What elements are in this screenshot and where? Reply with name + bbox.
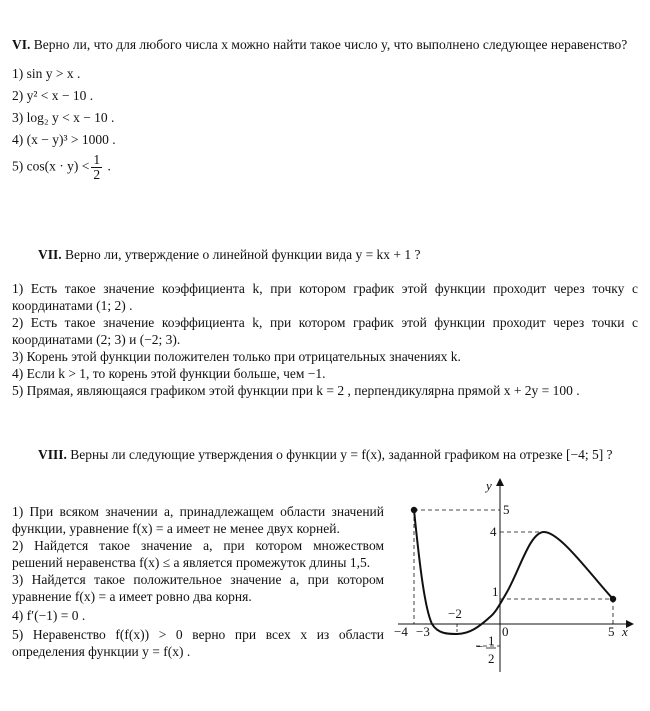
section-8-item-3: 3) Найдется такое положительное значение a, при котором уравнение f(x) = a имеет ровно два корня. <box>12 572 384 604</box>
x-tick-0: 0 <box>502 624 509 639</box>
x-tick-5: 5 <box>608 624 615 639</box>
neg-half-minus: − <box>476 639 484 654</box>
x-tick-minus-3: −3 <box>416 624 430 639</box>
end-point <box>610 596 616 602</box>
section-7-item-1: 1) Есть такое значение коэффициента k, при котором график этой функции проходит через точку с координатами (1; 2) . <box>12 281 638 313</box>
section-8-item-1: 1) При всяком значении a, принадлежащем области значений функции, уравнение f(x) = a имеет не менее двух корней. <box>12 504 384 536</box>
section-6-item-4: 4) (x − y)³ > 1000 . <box>12 132 116 147</box>
section-8-items <box>12 503 384 660</box>
section-7-item-5: 5) Прямая, являющаяся графиком этой функции при k = 2 , перпендикулярна прямой x + 2y = 100 . <box>12 383 580 398</box>
x-axis-label: x <box>622 624 628 639</box>
section-7-item-3: 3) Корень этой функции положителен только при отрицательных значениях k. <box>12 349 461 364</box>
section-7-question: VII. Верно ли, утверждение о линейной функции вида y = kx + 1 ? <box>38 247 421 262</box>
y-tick-1: 1 <box>492 584 499 599</box>
section-6-question: VI. Верно ли, что для любого числа x можно найти такое число y, что выполнено следующее неравенство? <box>12 37 628 52</box>
section-6-item-5: 5) cos(x · y) < $\frac{1}{2}$ . <box>12 152 111 182</box>
function-curve <box>414 510 613 634</box>
section-7-item-2: 2) Есть такое значение коэффициента k, при котором график этой функции проходит через точки с координатами (2; 3) и (−2; 3). <box>12 315 638 347</box>
x-tick-minus-4: −4 <box>394 624 408 639</box>
y-tick-5: 5 <box>503 502 510 517</box>
neg-half-numerator: 1 <box>488 633 495 648</box>
section-8-number: VIII. <box>38 447 67 462</box>
neg-half-denominator: 2 <box>488 651 495 666</box>
min-label: −2 <box>448 606 462 621</box>
section-8-question: VIII. Верны ли следующие утверждения о функции y = f(x), заданной графиком на отрезке [−4; 5] ? <box>38 447 613 462</box>
section-8-item-4: 4) f′(−1) = 0 . <box>12 608 86 623</box>
section-7-item-4: 4) Если k > 1, то корень этой функции больше, чем −1. <box>12 366 326 381</box>
section-6-item-1: 1) sin y > x . <box>12 66 81 81</box>
section-8 <box>12 446 638 463</box>
function-graph <box>390 474 640 674</box>
section-6 <box>12 36 638 182</box>
start-point <box>411 507 417 513</box>
section-6-number: VI. <box>12 37 31 52</box>
fraction-one-half: $\frac{1}{2}$ <box>93 152 101 182</box>
section-8-item-5: 5) Неравенство f(f(x)) > 0 верно при всех x из области определения функции y = f(x) . <box>12 627 384 659</box>
section-7-number: VII. <box>38 247 62 262</box>
section-6-item-2: 2) y² < x − 10 . <box>12 88 94 103</box>
section-6-item-3: 3) log₂ y < x − 10 . <box>12 110 115 125</box>
section-7 <box>12 246 638 399</box>
y-axis-label: y <box>486 478 492 493</box>
y-tick-4: 4 <box>490 524 497 539</box>
section-8-item-2: 2) Найдется такое значение a, при котором множеством решений неравенства f(x) ≤ a является промежуток длины 1,5. <box>12 538 384 570</box>
